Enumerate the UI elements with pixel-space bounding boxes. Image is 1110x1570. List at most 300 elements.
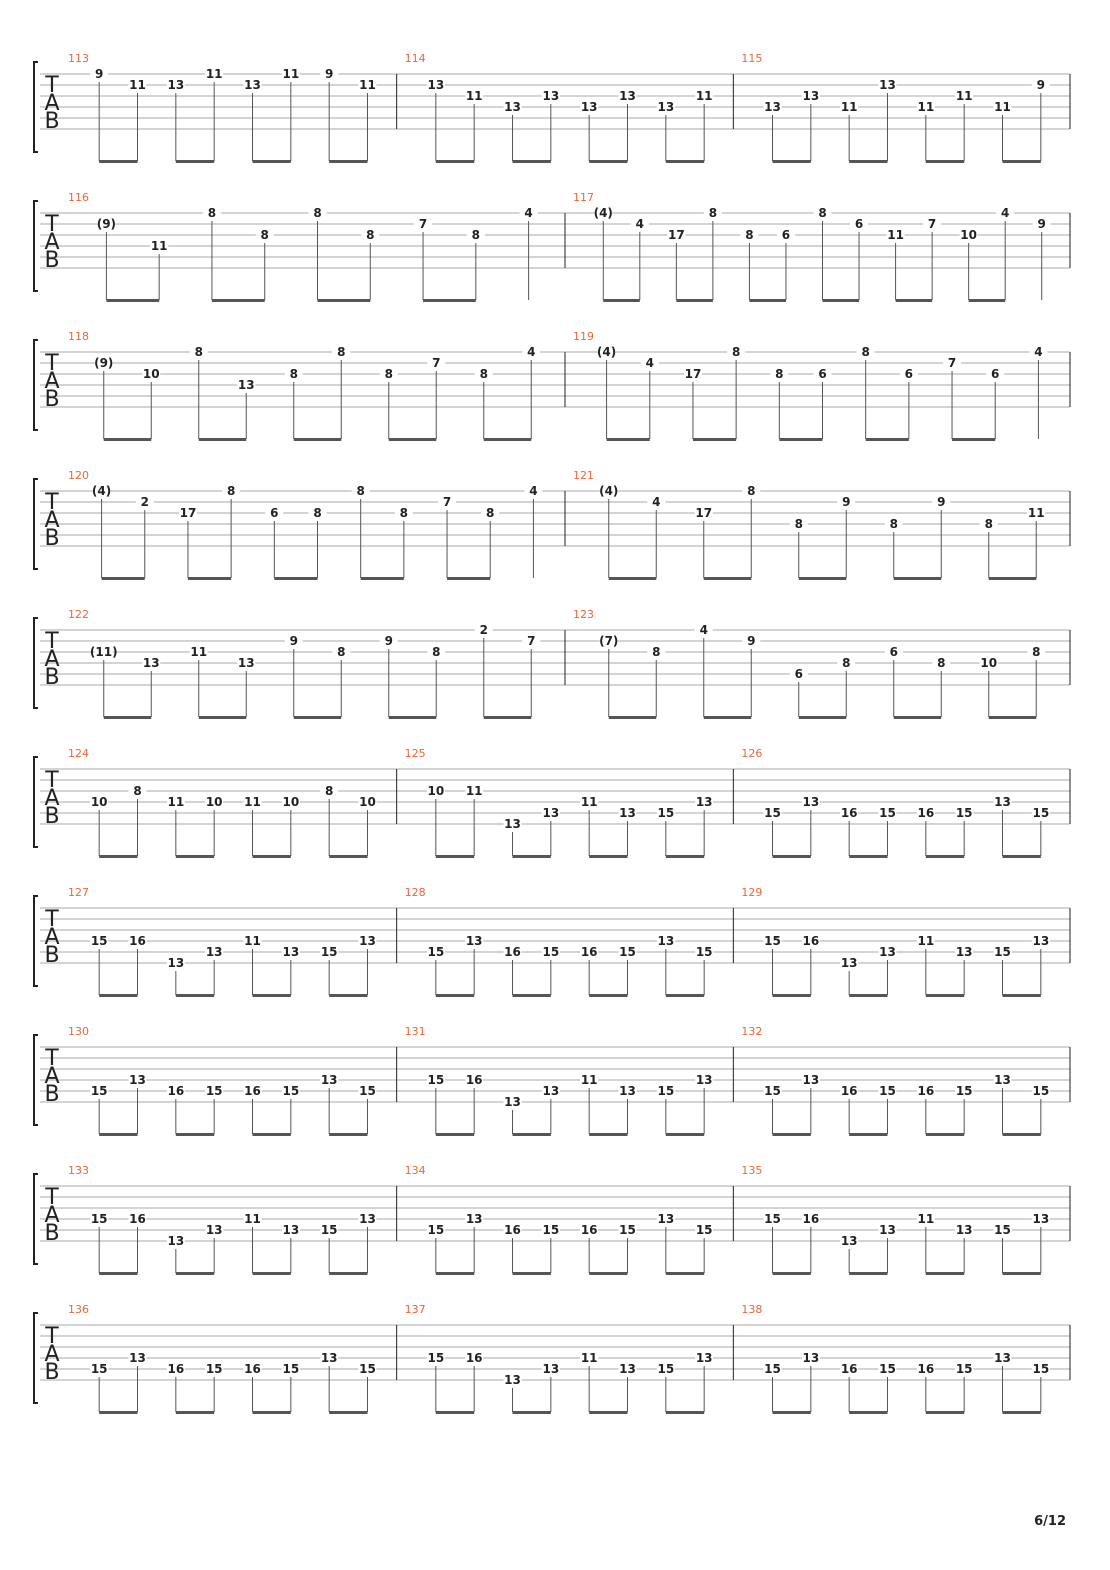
note-beam [274,577,317,580]
note-beam [102,577,145,580]
fret-number: 8 [775,367,784,381]
system-bracket [34,201,38,291]
fret-number: 6 [889,645,898,659]
note-beam [609,716,657,719]
measure-number: 115 [741,52,763,65]
fret-number: 8 [471,228,481,242]
measure-number: 120 [68,469,89,482]
note-beam [773,1272,811,1275]
note-beam [589,1411,627,1414]
note-beam [99,1133,137,1136]
fret-number: 16 [167,1362,185,1376]
fret-number: 13 [955,945,973,959]
note-beam [773,1411,811,1414]
fret-number: 8 [794,517,803,531]
fret-number: 4 [635,217,644,231]
fret-number: 15 [427,1073,445,1087]
note-beam [199,438,247,441]
fret-number: 15 [695,1223,713,1237]
fret-number: 17 [695,506,713,520]
fret-number: 15 [657,1362,675,1376]
note-beam [484,716,532,719]
note-beam [926,994,964,997]
fret-number: 15 [542,1223,560,1237]
fret-number: 15 [542,945,560,959]
note-beam [894,716,942,719]
fret-number: 6 [854,217,864,231]
fret-number: 11 [465,89,483,103]
note-beam [436,1411,474,1414]
fret-number: 16 [504,1223,521,1237]
fret-number: 4 [699,623,708,637]
note-beam [99,1272,137,1275]
note-beam [773,994,811,997]
fret-number: 13 [167,956,185,970]
fret-number: 15 [695,945,713,959]
page-number: 6/12 [1034,1514,1066,1529]
fret-number: 13 [657,100,675,114]
fret-number: 7 [527,634,536,648]
fret-number: 15 [657,806,675,820]
fret-number: 13 [542,1084,560,1098]
tab-clef-letter: B [44,665,60,690]
system-bracket [34,340,38,430]
system-bracket [34,896,38,986]
note-beam [513,1133,551,1136]
fret-number: 13 [619,1084,636,1098]
measure-number: 132 [741,1025,763,1038]
fret-number: 11 [190,645,208,659]
measure-number: 125 [404,747,426,760]
tab-clef-letter: B [44,943,60,968]
fret-number: 11 [580,1073,598,1087]
fret-number: (4) [593,206,613,220]
fret-number: 11 [205,67,223,81]
fret-number: 13 [359,1212,376,1226]
fret-number: 15 [1032,1084,1050,1098]
system-bracket [34,1174,38,1264]
fret-number: 16 [580,945,598,959]
measure-number: 137 [404,1303,426,1316]
tab-clef-letter: B [44,109,60,134]
measure-number: 133 [68,1164,89,1177]
fret-number: 8 [289,367,298,381]
note-beam [589,1133,627,1136]
note-beam [436,1272,474,1275]
note-beam [666,1133,704,1136]
note-beam [389,716,437,719]
fret-number: 9 [1036,78,1046,92]
measure-number: 116 [68,191,89,204]
fret-number: 11 [465,784,483,798]
fret-number: 13 [802,795,820,809]
fret-number: 8 [399,506,409,520]
system-bracket [34,1313,38,1403]
fret-number: 4 [527,345,536,359]
fret-number: 15 [90,934,108,948]
fret-number: 15 [764,1084,781,1098]
tab-clef-letter: T [45,1046,59,1071]
fret-number: 4 [645,356,654,370]
fret-number: 13 [802,1073,820,1087]
fret-number: 11 [994,100,1011,114]
fret-number: 10 [960,228,978,242]
fret-number: 7 [432,356,441,370]
measure-number: 118 [68,330,89,343]
measure-number: 129 [741,886,763,899]
note-beam [779,438,822,441]
measure-number: 128 [404,886,426,899]
note-beam [188,577,231,580]
tab-clef-letter: B [44,1082,60,1107]
fret-number: 10 [359,795,376,809]
fret-number: 15 [282,1362,300,1376]
fret-number: 11 [244,795,261,809]
measure-number: 119 [573,330,594,343]
tab-clef-letter: B [44,526,60,551]
fret-number: 4 [1034,345,1043,359]
tab-clef-letter: T [45,768,59,793]
fret-number: 15 [90,1084,108,1098]
fret-number: 8 [194,345,203,359]
measure-number: 127 [68,886,89,899]
fret-number: 11 [580,795,598,809]
fret-number: 13 [619,806,636,820]
tab-clef-letter: T [45,1324,59,1349]
note-beam [989,716,1037,719]
note-beam [589,994,627,997]
note-beam [607,438,650,441]
fret-number: 15 [320,945,338,959]
note-beam [1003,160,1041,163]
note-beam [926,855,964,858]
fret-number: 11 [129,78,146,92]
fret-number: 6 [904,367,914,381]
measure-number: 121 [573,469,594,482]
tab-clef-letter: T [45,907,59,932]
note-beam [253,994,291,997]
fret-number: 4 [529,484,538,498]
fret-number: 8 [479,367,488,381]
fret-number: 9 [384,634,393,648]
note-beam [1003,1411,1041,1414]
fret-number: 11 [244,1212,261,1226]
fret-number: 8 [731,345,741,359]
fret-number: 13 [994,1073,1011,1087]
note-beam [176,994,214,997]
fret-number: 17 [179,506,197,520]
fret-number: 11 [580,1351,598,1365]
tab-clef-letter: B [44,804,60,829]
note-beam [773,855,811,858]
note-beam [749,299,786,302]
fret-number: 13 [955,1223,973,1237]
fret-number: 13 [840,1234,858,1248]
fret-number: 8 [861,345,870,359]
fret-number: 11 [282,67,300,81]
measure-number: 136 [68,1303,89,1316]
fret-number: 2 [140,495,149,509]
fret-number: 16 [129,1212,146,1226]
fret-number: 15 [359,1362,376,1376]
note-beam [926,1133,964,1136]
tab-clef-letter: A [44,1203,60,1228]
fret-number: 13 [879,945,896,959]
fret-number: 13 [657,1212,675,1226]
system-bracket [34,757,38,847]
fret-number: 16 [465,1073,483,1087]
note-beam [104,716,152,719]
note-beam [253,855,291,858]
fret-number: 16 [840,1084,858,1098]
note-beam [773,1133,811,1136]
fret-number: 15 [879,1084,896,1098]
note-beam [849,994,887,997]
note-beam [1003,994,1041,997]
tab-clef-letter: A [44,1342,60,1367]
measure-number: 114 [404,52,426,65]
fret-number: 4 [524,206,533,220]
fret-number: 13 [542,1362,560,1376]
tab-clef-letter: A [44,508,60,533]
fret-number: 13 [879,1223,896,1237]
fret-number: 8 [366,228,375,242]
note-beam [436,855,474,858]
fret-number: 13 [129,1351,146,1365]
fret-number: 16 [917,1084,935,1098]
note-beam [329,1411,367,1414]
fret-number: (7) [599,634,619,648]
tab-clef-letter: B [44,1360,60,1385]
tab-clef-letter: T [45,212,59,237]
fret-number: 6 [794,667,803,681]
note-beam [253,1272,291,1275]
fret-number: 15 [1032,806,1050,820]
note-beam [969,299,1006,302]
fret-number: 7 [442,495,452,509]
fret-number: 13 [282,945,300,959]
fret-number: 13 [237,378,255,392]
note-beam [212,299,265,302]
fret-number: 7 [927,217,937,231]
note-beam [849,1272,887,1275]
fret-number: 13 [802,89,820,103]
fret-number: 11 [150,239,168,253]
note-beam [693,438,736,441]
note-beam [849,1133,887,1136]
note-beam [603,299,640,302]
fret-number: 7 [418,217,428,231]
note-beam [106,299,159,302]
fret-number: 6 [270,506,279,520]
measure-number: 126 [741,747,763,760]
note-beam [99,1411,137,1414]
note-beam [389,438,437,441]
note-beam [329,1133,367,1136]
fret-number: 13 [802,1351,820,1365]
fret-number: 6 [781,228,791,242]
fret-number: 16 [802,1212,820,1226]
fret-number: 15 [955,806,973,820]
note-beam [989,577,1037,580]
fret-number: 13 [695,1351,713,1365]
fret-number: 13 [1032,1212,1050,1226]
fret-number: 13 [994,1351,1011,1365]
fret-number: 8 [207,206,217,220]
fret-number: 8 [313,206,322,220]
note-beam [513,160,551,163]
fret-number: 15 [1032,1362,1050,1376]
note-beam [926,1272,964,1275]
tab-clef-letter: A [44,1064,60,1089]
fret-number: 15 [764,1362,781,1376]
measure-number: 134 [404,1164,426,1177]
note-beam [773,160,811,163]
note-beam [894,577,942,580]
measure-number: 117 [573,191,594,204]
fret-number: 15 [994,1223,1011,1237]
fret-number: 16 [465,1351,483,1365]
fret-number: 10 [427,784,445,798]
tab-clef-letter: A [44,369,60,394]
fret-number: 13 [504,1373,521,1387]
fret-number: 15 [359,1084,376,1098]
tab-clef-letter: A [44,786,60,811]
note-beam [176,855,214,858]
fret-number: 11 [244,934,261,948]
fret-number: 8 [324,784,334,798]
tab-clef-letter: B [44,248,60,273]
fret-number: (4) [596,345,617,359]
note-beam [329,160,367,163]
fret-number: 8 [384,367,393,381]
fret-number: 13 [320,1351,338,1365]
note-beam [1003,1133,1041,1136]
note-beam [294,438,342,441]
fret-number: (4) [599,484,619,498]
note-beam [294,716,342,719]
fret-number: 9 [1037,217,1046,231]
note-beam [104,438,152,441]
note-beam [849,160,887,163]
fret-number: 13 [205,1223,223,1237]
fret-number: 9 [94,67,104,81]
fret-number: 8 [133,784,142,798]
note-beam [318,299,371,302]
fret-number: 8 [818,206,827,220]
note-beam [823,299,860,302]
fret-number: 16 [504,945,521,959]
system-bracket [34,479,38,569]
note-beam [926,1411,964,1414]
note-beam [253,160,291,163]
tab-clef-letter: T [45,73,59,98]
note-beam [799,716,847,719]
note-beam [253,1133,291,1136]
fret-number: 8 [747,484,756,498]
note-beam [176,160,214,163]
tab-clef-letter: T [45,351,59,376]
fret-number: 15 [90,1212,108,1226]
measure-number: 123 [573,608,594,621]
note-beam [666,1272,704,1275]
fret-number: 13 [427,78,445,92]
fret-number: 13 [504,100,521,114]
fret-number: 13 [764,100,781,114]
fret-number: 4 [652,495,661,509]
fret-number: 16 [802,934,820,948]
fret-number: 17 [684,367,702,381]
fret-number: 15 [879,806,896,820]
fret-number: 15 [205,1084,223,1098]
fret-number: 16 [244,1362,261,1376]
tab-clef-letter: T [45,629,59,654]
fret-number: 17 [667,228,685,242]
fret-number: 9 [324,67,334,81]
note-beam [99,855,137,858]
fret-number: 13 [142,656,160,670]
fret-number: 15 [764,1212,781,1226]
fret-number: 2 [479,623,488,637]
tab-clef-letter: T [45,490,59,515]
note-beam [666,1411,704,1414]
note-beam [447,577,490,580]
fret-number: 15 [955,1362,973,1376]
fret-number: 7 [947,356,957,370]
note-beam [704,577,752,580]
fret-number: 9 [747,634,756,648]
fret-number: 8 [260,228,269,242]
fret-number: 16 [840,1362,858,1376]
note-beam [676,299,713,302]
fret-number: 13 [504,817,521,831]
fret-number: 6 [818,367,827,381]
note-beam [666,994,704,997]
fret-number: 15 [994,945,1011,959]
fret-number: 10 [980,656,998,670]
fret-number: 8 [337,345,346,359]
note-beam [849,855,887,858]
fret-number: 9 [842,495,851,509]
measure-number: 130 [68,1025,89,1038]
fret-number: 8 [652,645,661,659]
fret-number: 8 [356,484,365,498]
fret-number: 15 [955,1084,973,1098]
note-beam [589,1272,627,1275]
fret-number: 16 [167,1084,185,1098]
fret-number: 13 [129,1073,146,1087]
note-beam [329,1272,367,1275]
fret-number: 16 [580,1223,598,1237]
note-beam [1003,1272,1041,1275]
fret-number: 13 [282,1223,300,1237]
note-beam [926,160,964,163]
fret-number: 13 [619,1362,636,1376]
fret-number: 13 [619,89,636,103]
note-beam [436,1133,474,1136]
tab-clef-letter: B [44,1221,60,1246]
note-beam [436,160,474,163]
fret-number: 13 [695,795,713,809]
note-beam [589,160,627,163]
note-beam [849,1411,887,1414]
note-beam [99,994,137,997]
note-beam [589,855,627,858]
fret-number: 9 [289,634,298,648]
measure-number: 138 [741,1303,763,1316]
fret-number: 16 [917,806,935,820]
fret-number: 13 [465,1212,483,1226]
